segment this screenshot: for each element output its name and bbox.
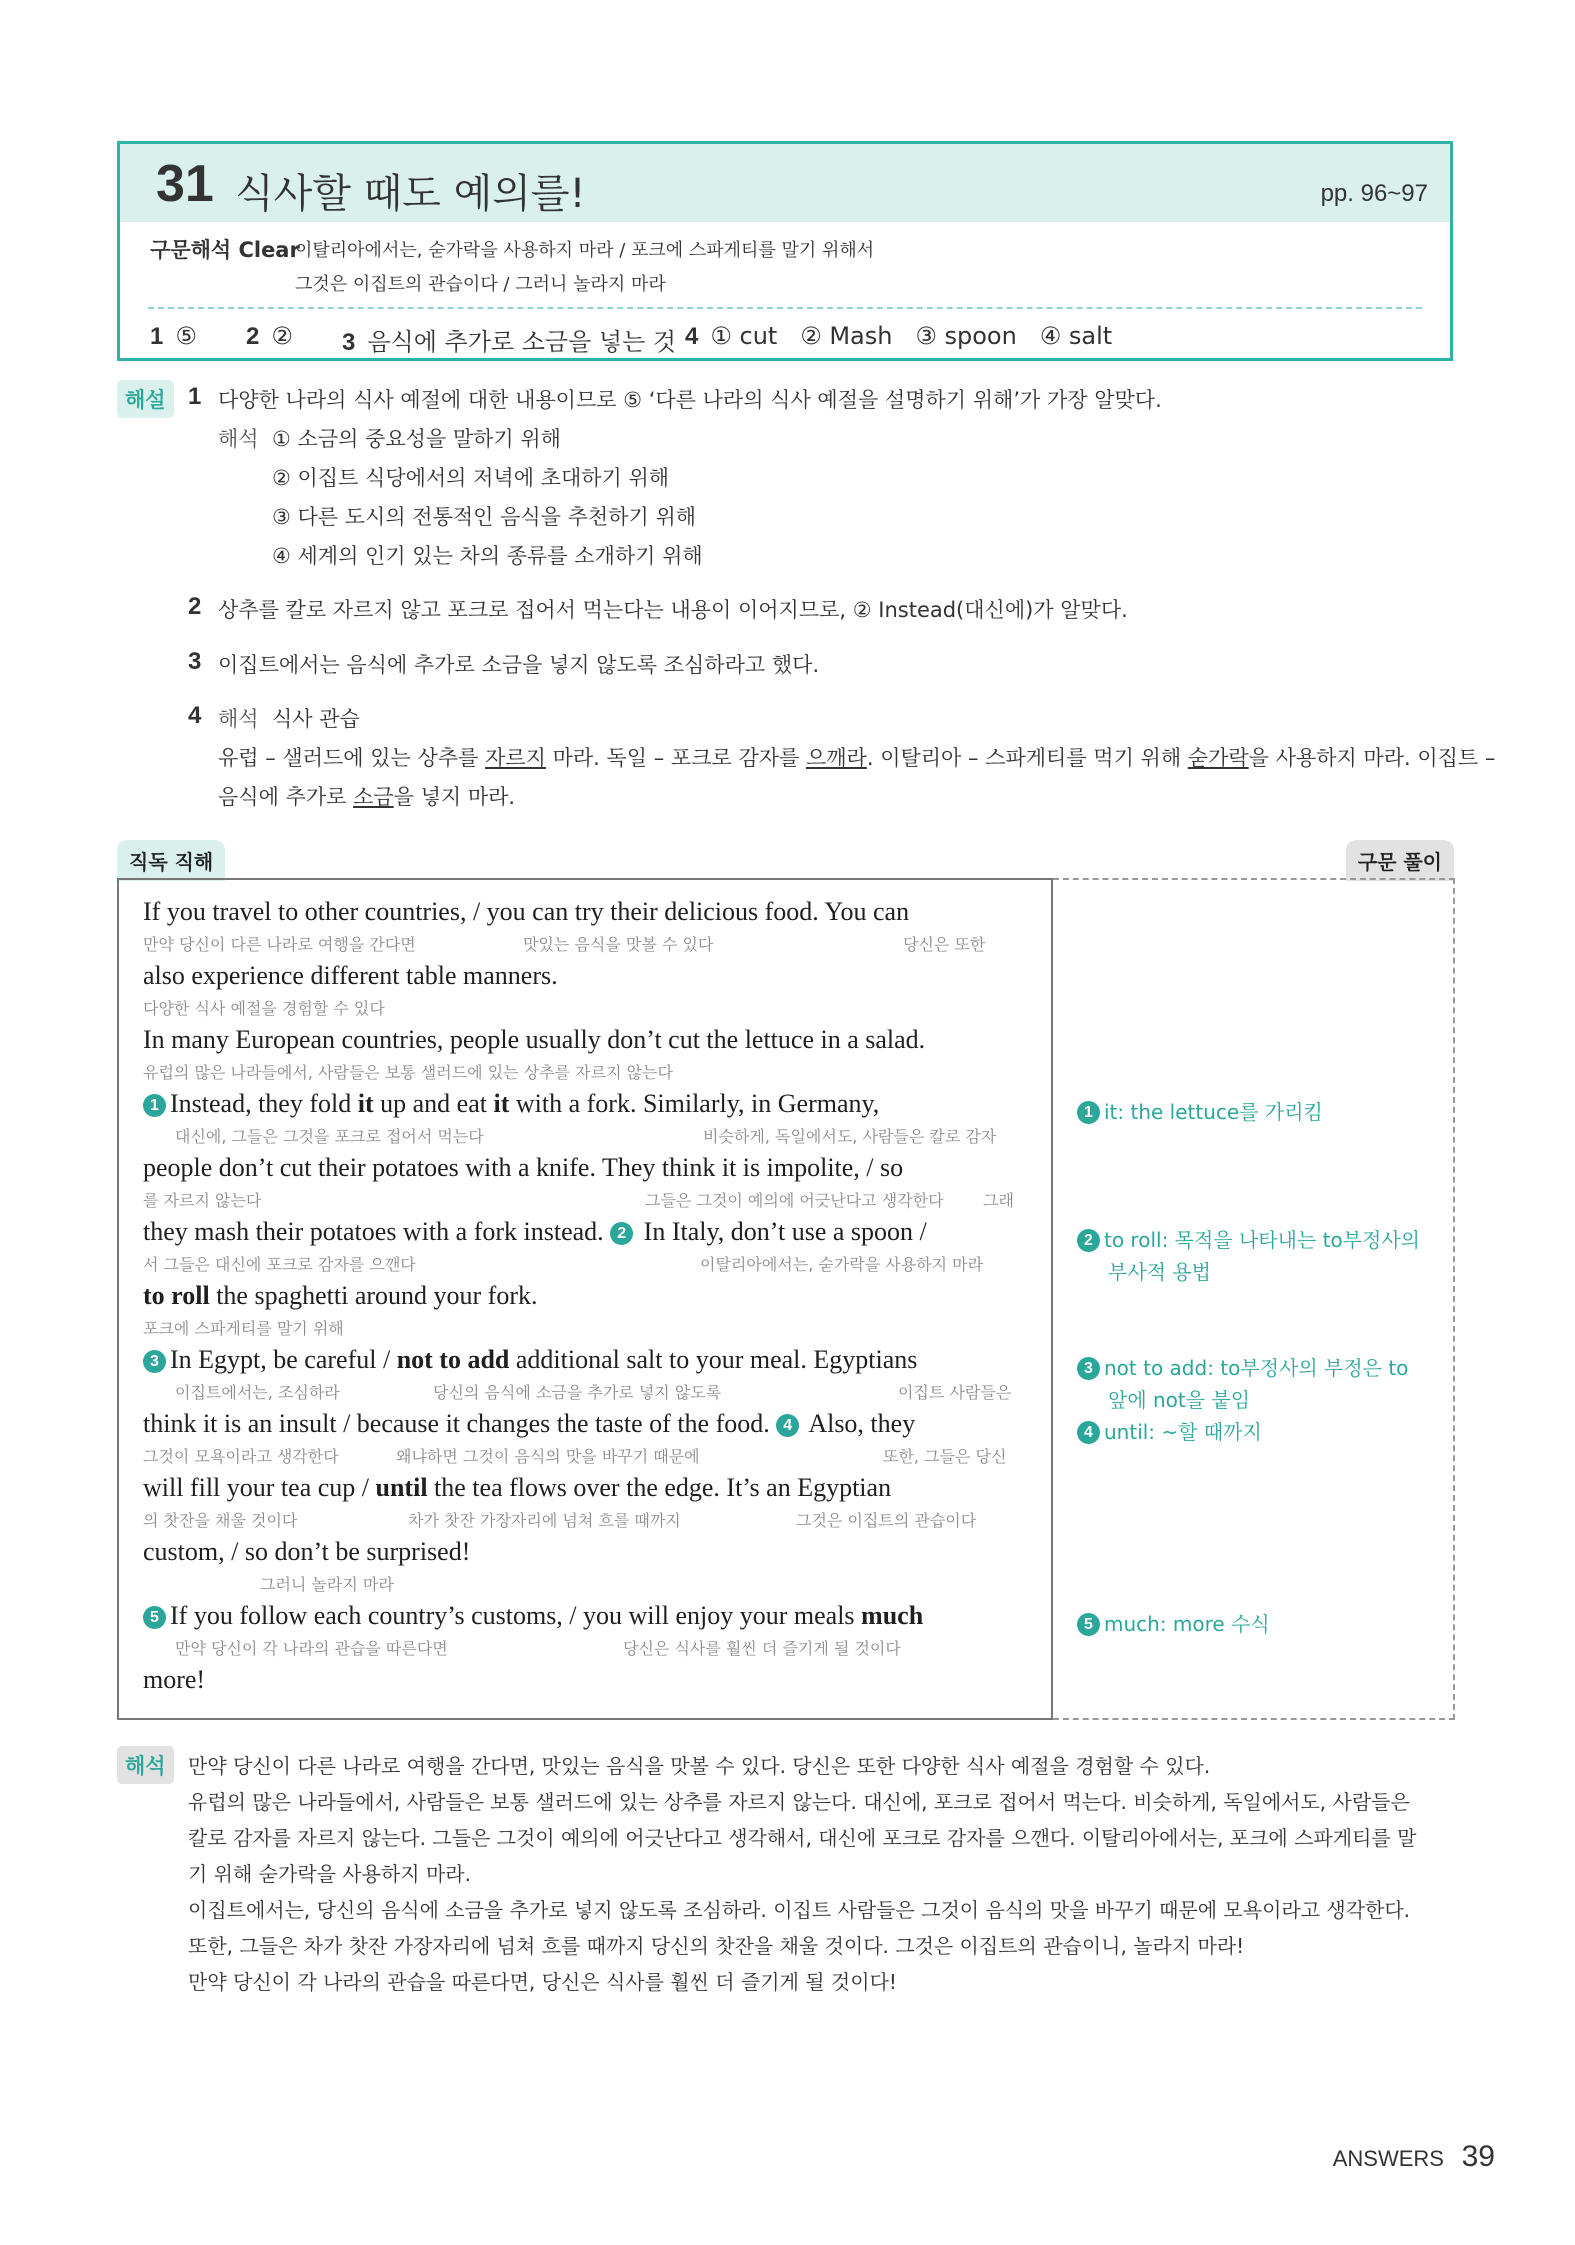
gloss: 서 그들은 대신에 포크로 감자를 으깬다	[143, 1255, 416, 1274]
gloss: 만약 당신이 다른 나라로 여행을 간다면	[143, 935, 416, 954]
gloss: 의 찻잔을 채울 것이다	[143, 1511, 298, 1530]
gloss: 또한, 그들은 당신	[883, 1447, 1007, 1466]
translation-line: 기 위해 숟가락을 사용하지 마라.	[188, 1862, 471, 1886]
q4-title: 식사 관습	[272, 707, 360, 731]
gloss: 그래	[983, 1191, 1014, 1210]
q1-number: 1	[188, 383, 202, 410]
gloss: 유럽의 많은 나라들에서, 사람들은 보통 샐러드에 있는 상추를 자르지 않는다	[143, 1063, 673, 1082]
gloss: 당신의 음식에 소금을 추가로 넣지 않도록	[433, 1383, 722, 1402]
reading-tag: 직독 직해	[117, 840, 225, 881]
unit-number: 31	[156, 155, 214, 213]
note-4: 4 until: ~할 때까지	[1077, 1416, 1262, 1445]
footer-label: ANSWERS	[1332, 2146, 1444, 2171]
q2-number: 2	[188, 593, 202, 620]
reading-line: to roll the spaghetti around your fork.	[143, 1281, 538, 1310]
q3-number: 3	[188, 648, 202, 675]
q1-option-2: ② 이집트 식당에서의 저녁에 초대하기 위해	[272, 466, 670, 490]
reading-line: think it is an insult / because it changes the taste of the food. 4 Also, they	[143, 1409, 916, 1438]
answer-2: 2 ②	[246, 322, 293, 350]
sentence-marker-2: 2	[610, 1222, 633, 1245]
translation-tag: 해석	[117, 1746, 174, 1784]
unit-title: 식사할 때도 예의를!	[235, 171, 586, 217]
explanation-tag: 해설	[117, 380, 174, 418]
grammar-notes-tag: 구문 풀이	[1346, 840, 1454, 881]
translation-line: 또한, 그들은 차가 찻잔 가장자리에 넘쳐 흐를 때까지 당신의 찻잔을 채울 것이다. 그것은 이집트의 관습이니, 놀라지 마라!	[188, 1934, 1245, 1958]
reading-line: also experience different table manners.	[143, 961, 558, 990]
translation-line: 만약 당신이 각 나라의 관습을 따른다면, 당신은 식사를 훨씬 더 즐기게 될 것이다!	[188, 1970, 897, 1994]
translation-line: 칼로 감자를 자르지 않는다. 그들은 그것이 예의에 어긋난다고 생각해서, 대신에 포크로 감자를 으깬다. 이탈리아에서는, 포크에 스파게티를 말	[188, 1826, 1417, 1850]
reading-line: 5 If you follow each country’s customs, / you will enjoy your meals much	[143, 1601, 923, 1631]
q1-option-1: ① 소금의 중요성을 말하기 위해	[272, 427, 561, 451]
clear-line-2: 그것은 이집트의 관습이다 / 그러니 놀라지 마라	[295, 274, 666, 295]
gloss: 당신은 또한	[903, 935, 986, 954]
gloss: 비슷하게, 독일에서도, 사람들은 칼로 감자	[703, 1127, 997, 1146]
reading-line: people don’t cut their potatoes with a knife. They think it is impolite, / so	[143, 1153, 904, 1182]
page-range: pp. 96~97	[1320, 180, 1428, 207]
reading-line: 3 In Egypt, be careful / not to add additional salt to your meal. Egyptians	[143, 1345, 917, 1375]
gloss: 를 자르지 않는다	[143, 1191, 262, 1210]
gloss: 이탈리아에서는, 숟가락을 사용하지 마라	[700, 1255, 984, 1274]
sentence-marker-4: 4	[776, 1414, 799, 1437]
gloss: 당신은 식사를 훨씬 더 즐기게 될 것이다	[623, 1639, 901, 1658]
gloss: 대신에, 그들은 그것을 포크로 접어서 먹는다	[175, 1127, 484, 1146]
note-2: 2 to roll: 목적을 나타내는 to부정사의	[1077, 1224, 1420, 1253]
answer-4: 4 ① cut ② Mash ③ spoon ④ salt	[685, 322, 1113, 350]
gloss: 다양한 식사 예절을 경험할 수 있다	[143, 999, 385, 1018]
note-1: 1 it: the lettuce를 가리킴	[1077, 1096, 1323, 1125]
q1-text: 다양한 나라의 식사 예절에 대한 내용이므로 ⑤ ‘다른 나라의 식사 예절을 설명하기 위해’가 가장 알맞다.	[218, 388, 1162, 412]
sentence-marker-3: 3	[143, 1350, 166, 1373]
reading-line: more!	[143, 1665, 206, 1694]
gloss: 이집트에서는, 조심하라	[175, 1383, 340, 1402]
gloss: 포크에 스파게티를 말기 위해	[143, 1319, 344, 1338]
clear-line-1: 이탈리아에서는, 숟가락을 사용하지 마라 / 포크에 스파게티를 말기 위해서	[295, 240, 875, 261]
q1-option-4: ④ 세계의 인기 있는 차의 종류를 소개하기 위해	[272, 544, 703, 568]
q1-label: 해석	[218, 427, 259, 451]
reading-line: custom, / so don’t be surprised!	[143, 1537, 471, 1566]
q4-line-2: 음식에 추가로 소금을 넣지 마라.	[218, 785, 516, 809]
gloss: 맛있는 음식을 맛볼 수 있다	[523, 935, 714, 954]
reading-line: In many European countries, people usually don’t cut the lettuce in a salad.	[143, 1025, 926, 1054]
reading-line: If you travel to other countries, / you can try their delicious food. You can	[143, 897, 910, 926]
gloss: 그들은 그것이 예의에 어긋난다고 생각한다	[645, 1191, 944, 1210]
note-2-cont: 부사적 용법	[1108, 1260, 1211, 1284]
clear-label: 구문해석 Clear	[150, 238, 300, 262]
q4-number: 4	[188, 702, 202, 729]
unit-header-box	[117, 141, 1453, 361]
header-divider	[148, 307, 1422, 309]
gloss: 그러니 놀라지 마라	[260, 1575, 394, 1594]
gloss: 차가 찻잔 가장자리에 넘쳐 흐를 때까지	[408, 1511, 681, 1530]
q4-line-1: 유럽 – 샐러드에 있는 상추를 자르지 마라. 독일 – 포크로 감자를 으깨라. 이탈리아 – 스파게티를 먹기 위해 숟가락을 사용하지 마라. 이집트 –	[218, 746, 1496, 770]
answer-1: 1 ⑤	[150, 322, 197, 350]
notes-box	[1053, 878, 1455, 1720]
note-5: 5 much: more 수식	[1077, 1608, 1270, 1637]
translation-line: 유럽의 많은 나라들에서, 사람들은 보통 샐러드에 있는 상추를 자르지 않는다. 대신에, 포크로 접어서 먹는다. 비슷하게, 독일에서도, 사람들은	[188, 1790, 1410, 1814]
note-3: 3 not to add: to부정사의 부정은 to	[1077, 1352, 1408, 1381]
reading-line: 1 Instead, they fold it up and eat it with a fork. Similarly, in Germany,	[143, 1089, 879, 1119]
gloss: 왜냐하면 그것이 음식의 맛을 바꾸기 때문에	[396, 1447, 700, 1466]
gloss: 이집트 사람들은	[898, 1383, 1012, 1402]
translation-line: 만약 당신이 다른 나라로 여행을 간다면, 맛있는 음식을 맛볼 수 있다. 당신은 또한 다양한 식사 예절을 경험할 수 있다.	[188, 1754, 1211, 1778]
gloss: 그것은 이집트의 관습이다	[796, 1511, 977, 1530]
q4-label: 해석	[218, 707, 259, 731]
answer-3: 3 음식에 추가로 소금을 넣는 것	[342, 328, 677, 356]
q1-option-3: ③ 다른 도시의 전통적인 음식을 추천하기 위해	[272, 505, 697, 529]
sentence-marker-5: 5	[143, 1606, 166, 1629]
note-3-cont: 앞에 not을 붙임	[1108, 1388, 1251, 1412]
page-number: 39	[1461, 2140, 1495, 2173]
gloss: 그것이 모욕이라고 생각한다	[143, 1447, 339, 1466]
sentence-marker-1: 1	[143, 1094, 166, 1117]
q3-text: 이집트에서는 음식에 추가로 소금을 넣지 않도록 조심하라고 했다.	[218, 653, 820, 677]
gloss: 만약 당신이 각 나라의 관습을 따른다면	[175, 1639, 448, 1658]
reading-line: will fill your tea cup / until the tea flows over the edge. It’s an Egyptian	[143, 1473, 892, 1502]
reading-line: they mash their potatoes with a fork instead. 2 In Italy, don’t use a spoon /	[143, 1217, 927, 1246]
q2-text: 상추를 칼로 자르지 않고 포크로 접어서 먹는다는 내용이 이어지므로, ② Instead(대신에)가 알맞다.	[218, 598, 1128, 622]
translation-line: 이집트에서는, 당신의 음식에 소금을 추가로 넣지 않도록 조심하라. 이집트 사람들은 그것이 음식의 맛을 바꾸기 때문에 모욕이라고 생각한다.	[188, 1898, 1411, 1922]
